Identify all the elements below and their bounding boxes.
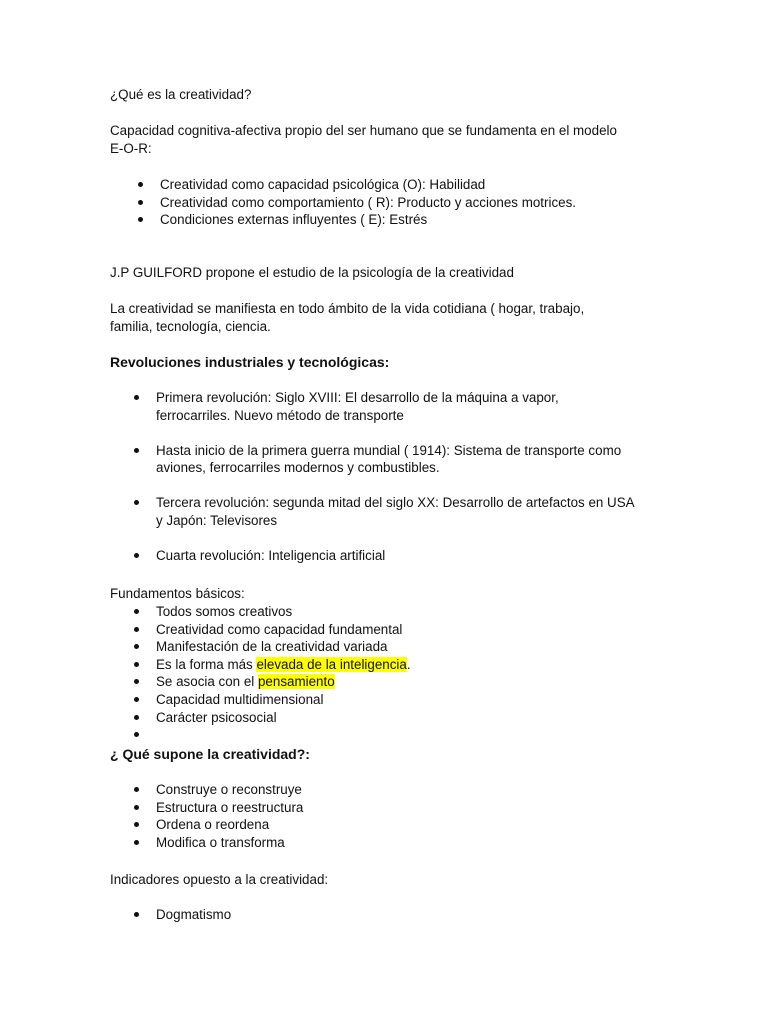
revolutions-heading: Revoluciones industriales y tecnológicas: [110,354,390,370]
item-line: Primera revolución: Siglo XVIII: El desarrollo de la máquina a vapor, [156,390,559,405]
list-item: Construye o reconstruye [156,782,302,797]
definition-line-2: E-O-R: [110,141,152,156]
highlighted-text: pensamiento [257,674,335,690]
empty-list-item [156,726,411,744]
list-item: Estructura o reestructura [156,799,304,815]
item-line: aviones, ferrocarriles modernos y combustibles. [156,460,440,476]
list-item: Ordena o reordena [156,816,303,834]
list-item: Creatividad como comportamiento ( R): Producto y acciones motrices. [160,194,577,210]
indicadores-heading: Indicadores opuesto a la creatividad: [110,872,329,887]
manifest-line-2: familia, tecnología, ciencia. [110,319,271,334]
list-item [156,442,635,477]
list-item: Condiciones externas influyentes ( E): Estrés [160,211,576,229]
list-item [156,547,635,565]
item-line: y Japón: Televisores [156,512,278,528]
list-item [156,673,411,691]
list-item: Creatividad como capacidad psicológica (O): Habilidad [160,176,576,194]
item-text: . [406,656,411,672]
list-item: Capacidad multidimensional [156,691,411,709]
definition-line-1: Capacidad cognitiva-afectiva propio del ser humano que se fundamenta en el modelo [110,123,617,138]
list-item [156,494,635,529]
supone-heading: ¿ Qué supone la creatividad?: [110,746,310,762]
indicadores-list [156,906,231,924]
supone-list [156,781,303,851]
list-item: Modifica o transforma [156,834,303,852]
eor-list [160,176,576,229]
list-item: Manifestación de la creatividad variada [156,638,411,656]
item-line: Hasta inicio de la primera guerra mundial ( 1914): Sistema de transporte como [156,442,622,458]
item-line: Cuarta revolución: Inteligencia artificial [156,548,386,564]
item-text: Es la forma más [156,656,257,672]
list-item: Carácter psicosocial [156,709,411,727]
revolutions-list [156,389,635,565]
list-item: Todos somos creativos [156,603,411,621]
item-text: Se asocia con el [156,674,258,690]
highlighted-text: elevada de la inteligencia [256,656,407,672]
list-item [156,389,635,424]
manifest-line-1: La creatividad se manifiesta en todo ámbito de la vida cotidiana ( hogar, trabajo, [110,301,585,316]
question-what-is-creativity: ¿Qué es la creatividad? [110,87,252,102]
fundamentos-list [156,603,411,744]
list-item [156,656,411,674]
list-item: Creatividad como capacidad fundamental [156,621,411,639]
item-line: Tercera revolución: segunda mitad del siglo XX: Desarrollo de artefactos en USA [156,495,635,511]
guilford-paragraph: J.P GUILFORD propone el estudio de la psicología de la creatividad [110,265,514,280]
item-line: ferrocarriles. Nuevo método de transporte [156,407,404,423]
list-item: Dogmatismo [156,907,232,922]
fundamentos-heading: Fundamentos básicos: [110,586,245,601]
